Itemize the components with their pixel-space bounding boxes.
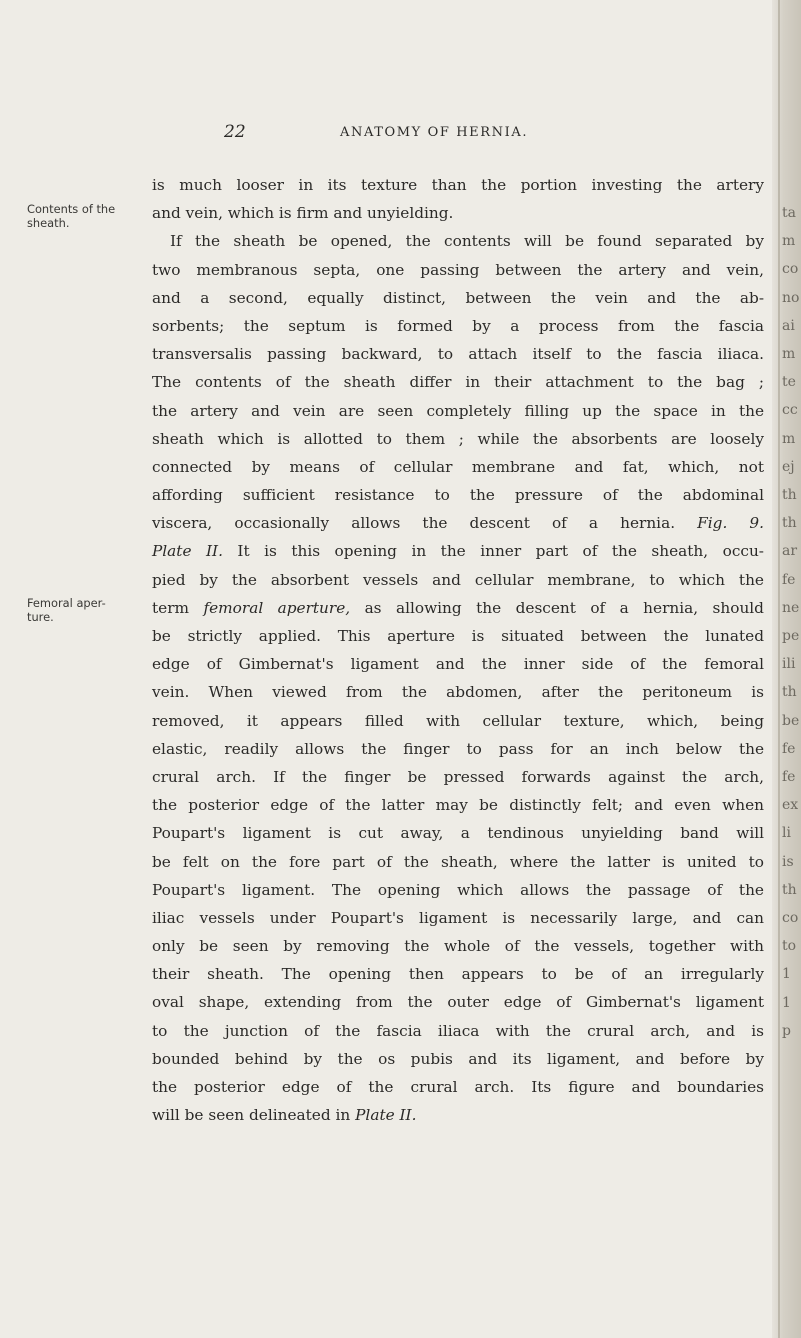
facing-page-glyph: m <box>782 233 796 250</box>
emphasized-term: femoral aperture, <box>203 598 351 617</box>
facing-page-glyph: th <box>782 515 797 532</box>
facing-page-glyph: ex <box>782 797 799 814</box>
text-line: Poupart's ligament is cut away, a tendinous unyielding band will <box>152 824 764 843</box>
text-line: edge of Gimbernat's ligament and the inner side of the femoral <box>152 655 764 674</box>
facing-page-glyph: fe <box>782 740 796 757</box>
text-line: be strictly applied. This aperture is situated between the lunated <box>152 627 764 645</box>
facing-page-glyph: li <box>782 825 791 842</box>
text-line: is much looser in its texture than the portion investing the artery <box>152 176 764 194</box>
text-line: and vein, which is firm and unyielding. <box>152 204 454 223</box>
text-run: term <box>152 598 190 617</box>
text-line: elastic, readily allows the finger to pass for an inch below the <box>152 739 764 758</box>
facing-page-glyph: m <box>782 346 796 362</box>
facing-page-glyph: fe <box>782 769 796 785</box>
facing-page-glyph: co <box>782 261 799 278</box>
text-line: connected by means of cellular membrane and fat, which, not <box>152 457 764 476</box>
text-line: pied by the absorbent vessels and cellular membrane, to which the <box>152 570 764 589</box>
facing-page-glyph: no <box>782 289 800 306</box>
text-line: Poupart's ligament. The opening which allows the passage of the <box>152 880 764 899</box>
sidenote-femoral-aperture: Femoral aper- ture. <box>27 596 106 624</box>
facing-page-glyph: ta <box>782 205 796 221</box>
text-line: removed, it appears filled with cellular texture, which, being <box>152 711 764 730</box>
facing-page-glyph: co <box>782 910 799 926</box>
facing-page-glyph: th <box>782 881 797 898</box>
facing-page-edge <box>772 0 801 1338</box>
text-line: oval shape, extending from the outer edge of Gimbernat's ligament <box>152 993 764 1012</box>
facing-page-glyph: cc <box>782 402 798 419</box>
page-number: 22 <box>224 122 246 142</box>
text-line: sorbents; the septum is formed by a process from the fascia <box>152 316 764 335</box>
facing-page-glyph: pe <box>782 628 800 644</box>
text-line: only be seen by removing the whole of the vessels, together with <box>152 937 764 956</box>
page-fold-shadow <box>778 0 780 1338</box>
facing-page-glyph: ej <box>782 458 795 475</box>
text-line: the posterior edge of the crural arch. Its figure and boundaries <box>152 1078 764 1096</box>
text-run: viscera, occasionally allows the descent of a hernia. <box>152 514 676 533</box>
text-run: will be seen delineated in <box>152 1106 351 1125</box>
text-run: as allowing the descent of a hernia, should <box>364 598 764 617</box>
sidenote-contents-of-sheath: Contents of the sheath. <box>27 202 116 230</box>
text-line: affording sufficient resistance to the pressure of the abdominal <box>152 486 764 505</box>
facing-page-glyph: ne <box>782 599 800 616</box>
facing-page-glyph: ili <box>782 656 796 673</box>
body-text <box>152 171 764 1129</box>
text-line: iliac vessels under Poupart's ligament is necessarily large, and can <box>152 908 764 927</box>
text-line: their sheath. The opening then appears to be of an irregularly <box>152 965 764 984</box>
text-line: be felt on the fore part of the sheath, where the latter is united to <box>152 852 764 871</box>
facing-page-glyph: ar <box>782 543 798 560</box>
text-line: vein. When viewed from the abdomen, after the peritoneum is <box>152 683 764 702</box>
text-line: If the sheath be opened, the contents will be found separated by <box>170 232 764 251</box>
text-line: transversalis passing backward, to attach itself to the fascia iliaca. <box>152 345 764 364</box>
text-line: bounded behind by the os pubis and its ligament, and before by <box>152 1049 764 1068</box>
text-line <box>152 594 764 622</box>
facing-page-glyph: 1 <box>782 966 791 983</box>
text-line: two membranous septa, one passing between the artery and vein, <box>152 260 764 279</box>
facing-page-glyph: fe <box>782 571 796 588</box>
text-line: crural arch. If the finger be pressed forwards against the arch, <box>152 767 764 786</box>
text-line: to the junction of the fascia iliaca with the crural arch, and is <box>152 1021 764 1040</box>
text-line: the artery and vein are seen completely filling up the space in the <box>152 401 764 420</box>
running-head: ANATOMY OF HERNIA. <box>340 125 529 140</box>
figure-reference: Fig. 9. <box>697 514 764 533</box>
facing-page-glyph: 1 <box>782 994 791 1011</box>
facing-page-glyph: p <box>782 1022 791 1039</box>
facing-page-glyph: ai <box>782 317 795 334</box>
text-line <box>152 1101 764 1129</box>
facing-page-glyph: m <box>782 430 796 447</box>
text-line: sheath which is allotted to them ; while the absorbents are loosely <box>152 429 764 448</box>
plate-reference: Plate II. <box>152 542 223 561</box>
page-header <box>0 122 801 142</box>
text-line: and a second, equally distinct, between the vein and the ab- <box>152 288 764 307</box>
facing-page-glyph: th <box>782 684 797 701</box>
facing-page-glyph: is <box>782 853 794 870</box>
text-line: the posterior edge of the latter may be distinctly felt; and even when <box>152 796 764 815</box>
text-line: The contents of the sheath differ in their attachment to the bag ; <box>152 373 764 392</box>
facing-page-glyph: be <box>782 712 800 729</box>
plate-reference: Plate II. <box>355 1106 417 1125</box>
text-run: It is this opening in the inner part of the sheath, occu- <box>237 542 764 561</box>
facing-page-glyph: to <box>782 938 797 955</box>
facing-page-glyph: th <box>782 487 797 503</box>
text-line <box>152 537 764 565</box>
facing-page-glyph: te <box>782 374 796 391</box>
text-line <box>152 509 764 537</box>
